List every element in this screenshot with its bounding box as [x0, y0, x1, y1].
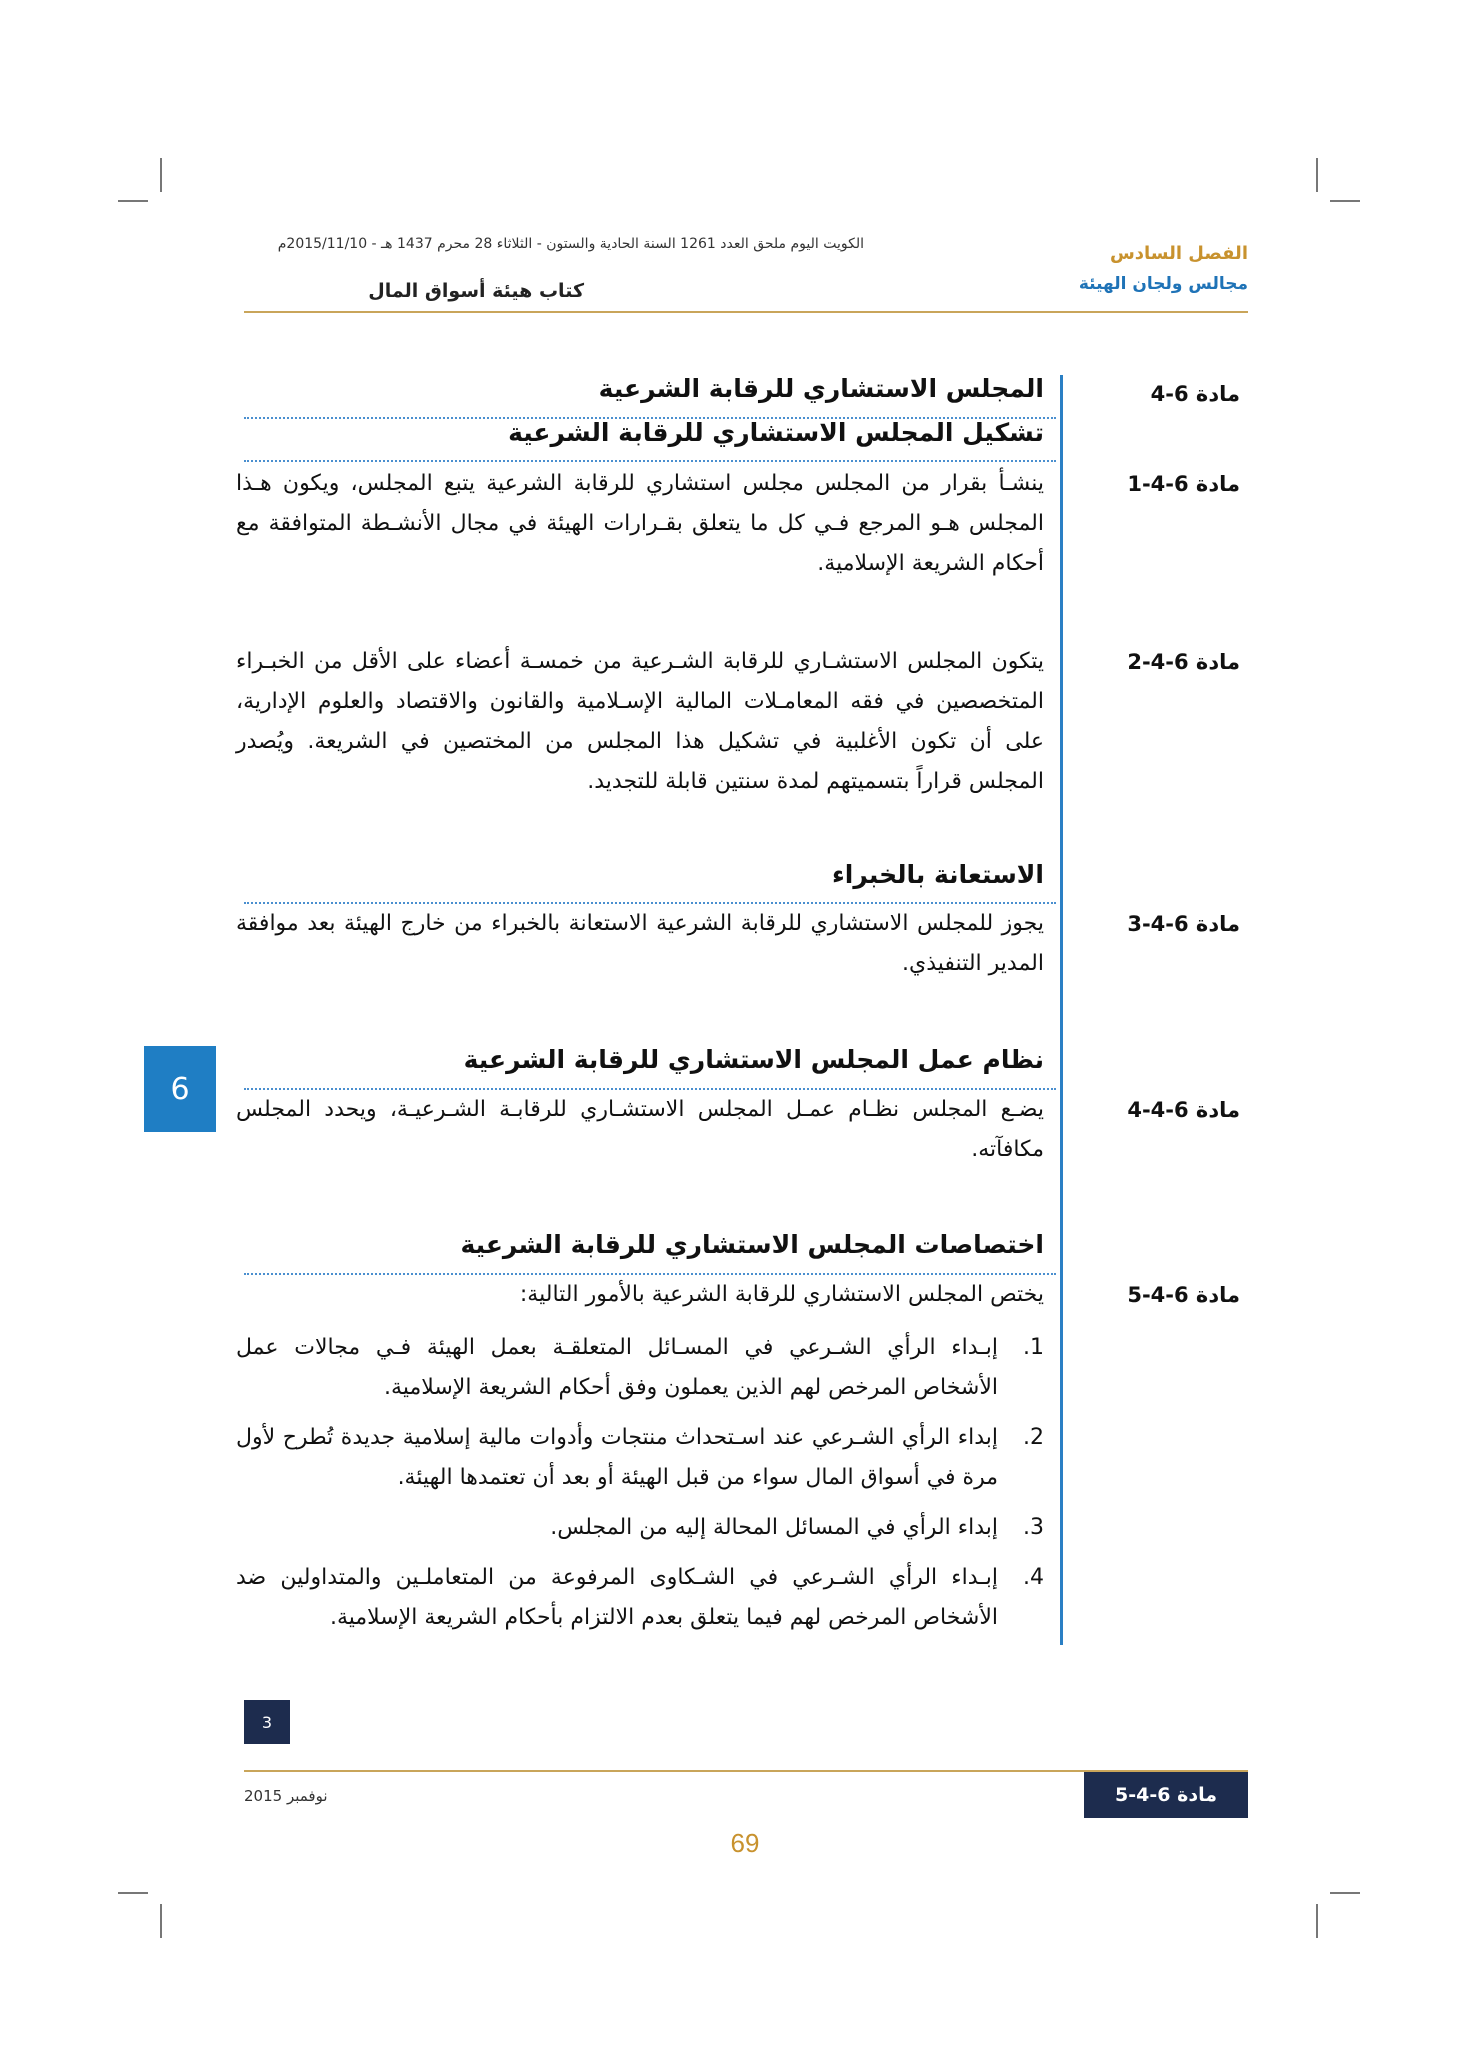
article-label: مادة 6-4-3 — [1127, 912, 1240, 936]
crop-mark — [1330, 200, 1360, 202]
list-text: إبداء الرأي الشـرعي عند اسـتحداث منتجات وأدوات مالية إسلامية جديدة تُطرح لأول مرة في أسواق المال سواء من قبل الهيئة أو بعد أن تعتمدها الهيئة. — [236, 1425, 998, 1490]
book-title: كتاب هيئة أسواق المال — [368, 280, 584, 302]
article-label: مادة 6-4-5 — [1127, 1283, 1240, 1307]
list-text: إبداء الرأي في المسائل المحالة إليه من المجلس. — [550, 1515, 998, 1540]
article-label-main: مادة 6-4 — [1150, 382, 1240, 406]
page-box: 3 — [244, 1700, 290, 1744]
article-text: ينشـأ بقرار من المجلس مجلس استشاري للرقابة الشرعية يتبع المجلس، ويكون هـذا المجلس هـو المرجع فـي كل ما يتعلق بقـرارات الهيئة في مجال الأنشـطة المتوافقة مع أحكام الشريعة الإسلامية. — [236, 471, 1044, 576]
page-number: 69 — [730, 1828, 760, 1858]
article-text: يتكون المجلس الاستشـاري للرقابة الشـرعية من خمسـة أعضاء على الأقل من الخبـراء المتخصصين في فقه المعامـلات المالية الإسـلامية والقانون والاقتصاد والعلوم الإدارية، على أن تكون الأغلبية في تشكيل هذا المجلس من المختصين في الشريعة. ويُصدر المجلس قراراً بتسميتهم لمدة سنتين قابلة للتجديد. — [236, 649, 1044, 794]
column-divider — [1060, 375, 1063, 1645]
crop-mark — [118, 1892, 148, 1894]
chapter-subtitle: مجالس ولجان الهيئة — [1078, 274, 1248, 294]
footer-date: نوفمبر 2015 — [244, 1787, 328, 1805]
gazette-line: الكويت اليوم ملحق العدد 1261 السنة الحادية والستون - الثلاثاء 28 محرم 1437 هـ - 2015/11/10م — [277, 236, 864, 252]
section-heading: تشكيل المجلس الاستشاري للرقابة الشرعية — [508, 418, 1044, 447]
chapter-title: الفصل السادس — [1109, 243, 1248, 264]
list-number: 3. — [1023, 1515, 1044, 1540]
list-item — [236, 1328, 1044, 1408]
article-label: مادة 6-4-4 — [1127, 1098, 1240, 1122]
header-divider — [244, 311, 1248, 313]
list-number: 1. — [1023, 1335, 1044, 1360]
article-text: يختص المجلس الاستشاري للرقابة الشرعية بالأمور التالية: — [519, 1282, 1044, 1307]
list-item — [236, 1508, 1044, 1548]
crop-mark — [160, 1904, 162, 1938]
list-number: 2. — [1023, 1425, 1044, 1450]
list-text: إبـداء الرأي الشـرعي في الشـكاوى المرفوعة من المتعاملـين والمتداولين ضد الأشخاص المرخص لهم فيما يتعلق بعدم الالتزام بأحكام الشريعة الإسلامية. — [236, 1565, 998, 1630]
main-heading: المجلس الاستشاري للرقابة الشرعية — [598, 374, 1044, 403]
crop-mark — [1330, 1892, 1360, 1894]
article-text: يجوز للمجلس الاستشاري للرقابة الشرعية الاستعانة بالخبراء من خارج الهيئة بعد موافقة المدير التنفيذي. — [236, 911, 1044, 976]
list-item — [236, 1418, 1044, 1498]
crop-mark — [1316, 158, 1318, 192]
crop-mark — [118, 200, 148, 202]
list-item — [236, 1558, 1044, 1638]
article-text: يضـع المجلس نظـام عمـل المجلس الاستشـاري للرقابـة الشـرعيـة، ويحدد المجلس مكافآته. — [236, 1097, 1044, 1162]
crop-mark — [160, 158, 162, 192]
article-label: مادة 6-4-2 — [1127, 650, 1240, 674]
article-heading: اختصاصات المجلس الاستشاري للرقابة الشرعية — [460, 1230, 1044, 1259]
article-label: مادة 6-4-1 — [1127, 472, 1240, 496]
crop-mark — [1316, 1904, 1318, 1938]
dotted-divider — [244, 460, 1056, 462]
chapter-tab: 6 — [144, 1046, 216, 1132]
list-number: 4. — [1023, 1565, 1044, 1590]
list-text: إبـداء الرأي الشـرعي في المسـائل المتعلقـة بعمل الهيئة فـي مجالات عمل الأشخاص المرخص لهم الذين يعملون وفق أحكام الشريعة الإسلامية. — [236, 1335, 998, 1400]
article-heading: الاستعانة بالخبراء — [831, 860, 1044, 889]
footer-article-label: مادة 6-4-5 — [1084, 1772, 1248, 1818]
article-heading: نظام عمل المجلس الاستشاري للرقابة الشرعية — [463, 1045, 1044, 1074]
